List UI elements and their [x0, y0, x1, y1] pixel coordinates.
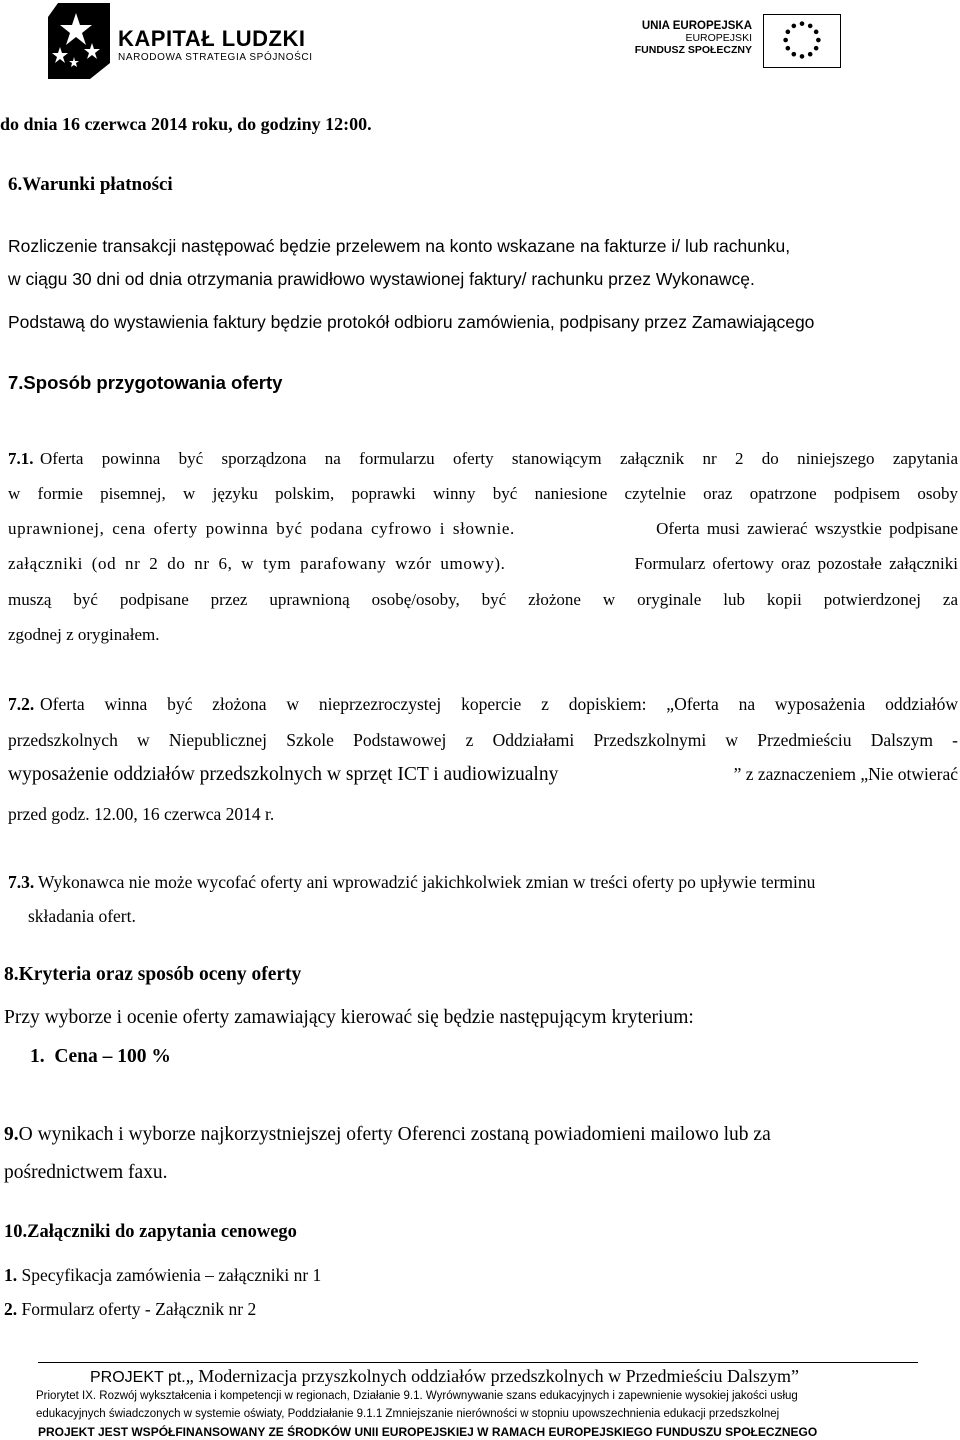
footer-rule — [38, 1362, 918, 1363]
section-9-line-1 — [4, 1124, 771, 1146]
section-9-number: 9. — [4, 1124, 19, 1145]
section-9-line-2: pośrednictwem faxu. — [4, 1162, 168, 1183]
eu-fund-label: UNIA EUROPEJSKA EUROPEJSKI FUNDUSZ SPOŁECZNY — [634, 20, 752, 56]
attachment-item-2: 2. Formularz oferty - Załącznik nr 2 — [4, 1299, 257, 1319]
eu-flag-logo — [763, 14, 841, 68]
footer-project-line — [90, 1366, 799, 1387]
paragraph-7-3-line-2: składania ofert. — [28, 906, 136, 926]
paragraph-7-3-line-1: Wykonawca nie może wycofać oferty ani wprowadzić jakichkolwiek zmian w treści oferty po upływie terminu — [38, 872, 816, 892]
footer-cofinancing-line: PROJEKT JEST WSPÓŁFINANSOWANY ZE ŚRODKÓW UNII EUROPEJSKIEJ W RAMACH EUROPEJSKIEGO FUNDUSZU SPOŁECZNEGO — [38, 1425, 818, 1439]
section-6-line-1: Rozliczenie transakcji następować będzie przelewem na konto wskazane na fakturze i/ lub rachunku, — [8, 236, 791, 256]
footer-project-title: „ Modernizacja przyszkolnych oddziałów przedszkolnych w Przedmieściu Dalszym” — [185, 1366, 800, 1386]
paragraph-7-1-line-2: w formie pisemnej, w języku polskim, poprawki winny być naniesione czytelnie oraz opatrzone podpisem osoby — [8, 484, 958, 503]
section-6-heading: 6.Warunki płatności — [8, 174, 173, 195]
paragraph-7-1-line-1: Oferta powinna być sporządzona na formularzu oferty stanowiącym załącznik nr 2 do niniejszego zapytania — [40, 449, 958, 468]
section-7-heading: 7.Sposób przygotowania oferty — [8, 372, 283, 393]
kapital-ludzki-title: KAPITAŁ LUDZKI — [118, 26, 306, 51]
section-8-heading: 8.Kryteria oraz sposób oceny oferty — [4, 964, 302, 985]
kapital-ludzki-logo — [48, 3, 110, 79]
footer-priority-line: Priorytet IX. Rozwój wykształcenia i kompetencji w regionach, Działanie 9.1. Wyrównywanie szans edukacyjnych i zapewnienie wysokiej jakości usług — [36, 1390, 798, 1402]
paragraph-7-1-line-5: muszą być podpisane przez uprawnioną osobę/osoby, być złożone w oryginale lub kopii potwierdzonej za — [8, 590, 958, 609]
footer-project-prefix: PROJEKT pt. — [90, 1369, 186, 1386]
kapital-ludzki-subtitle: NARODOWA STRATEGIA SPÓJNOŚCI — [118, 52, 313, 63]
section-8-criterion: 1. Cena – 100 % — [30, 1046, 171, 1067]
paragraph-7-2-line-2: przedszkolnych w Niepublicznej Szkole Podstawowej z Oddziałami Przedszkolnymi w Przedmieściu Dalszym - — [8, 730, 958, 750]
paragraph-7-2-line-3: wyposażenie oddziałów przedszkolnych w sprzęt ICT i audiowizualny ” z zaznaczeniem „Nie otwierać — [8, 764, 958, 785]
attachment-item-1: 1. Specyfikacja zamówienia – załączniki nr 1 — [4, 1265, 322, 1285]
paragraph-7-1-number: 7.1. — [8, 449, 34, 468]
section-8-intro: Przy wyborze i ocenie oferty zamawiający kierować się będzie następującym kryterium: — [4, 1007, 694, 1028]
section-9-text: O wynikach i wyborze najkorzystniejszej oferty Oferenci zostaną powiadomieni mailowo lub za — [18, 1124, 771, 1145]
deadline-line: do dnia 16 czerwca 2014 roku, do godziny 12:00. — [0, 114, 372, 134]
section-6-line-2: w ciągu 30 dni od dnia otrzymania prawidłowo wystawionej faktury/ rachunku przez Wykonawcę. — [8, 269, 755, 289]
footer-measure-line: edukacyjnych świadczonych w systemie oświaty, Poddziałanie 9.1.1 Zmniejszanie nierówności w stopniu upowszechnienia edukacji przedszkolnej — [36, 1408, 780, 1420]
paragraph-7-1-line-4: załączniki (od nr 2 do nr 6, w tym parafowany wzór umowy). Formularz ofertowy oraz pozostałe załączniki — [8, 554, 958, 573]
paragraph-7-2-line-1: Oferta winna być złożona w nieprzezroczystej kopercie z dopiskiem: „Oferta na wyposażenia oddziałów — [40, 694, 958, 714]
section-10-heading: 10.Załączniki do zapytania cenowego — [4, 1222, 297, 1242]
paragraph-7-2-line-4: przed godz. 12.00, 16 czerwca 2014 r. — [8, 804, 275, 824]
paragraph-7-1-line-6: zgodnej z oryginałem. — [8, 625, 160, 644]
paragraph-7-3-number: 7.3. — [8, 872, 35, 892]
paragraph-7-1-line-3: uprawnionej, cena oferty powinna być podana cyfrowo i słownie. Oferta musi zawierać wszystkie podpisane — [8, 519, 958, 538]
paragraph-7-2-number: 7.2. — [8, 694, 35, 714]
section-6-line-3: Podstawą do wystawienia faktury będzie protokół odbioru zamówienia, podpisany przez Zamawiającego — [8, 312, 815, 332]
